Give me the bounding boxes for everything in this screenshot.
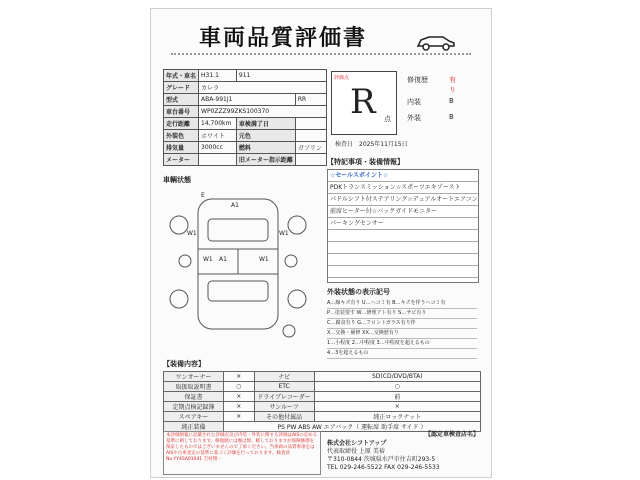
year-label: 年式・車名 bbox=[164, 70, 199, 82]
history-value: 有り bbox=[449, 76, 456, 94]
orig-color-value bbox=[295, 130, 326, 142]
inspection-label: 車検満了日 bbox=[236, 118, 295, 130]
exterior-label: 外装 bbox=[407, 114, 421, 122]
grade-value: カレラ bbox=[199, 82, 327, 94]
exterior-value: B bbox=[449, 113, 454, 121]
date-value: 2025年11月15日 bbox=[359, 141, 408, 148]
diagram-mark: W1 bbox=[187, 230, 197, 237]
equip-value: 前 bbox=[314, 392, 480, 402]
diagram-title: 車輌状態 bbox=[163, 176, 191, 184]
legend-title: 外装状態の表示記号 bbox=[327, 288, 390, 296]
history-row bbox=[407, 75, 456, 94]
equip-label: 取扱取説明書 bbox=[164, 382, 224, 392]
meter-change-value bbox=[295, 154, 326, 166]
equip-label: 保証書 bbox=[164, 392, 224, 402]
title-divider bbox=[171, 53, 471, 55]
tel-fax: TEL 029-246-5522 FAX 029-246-5533 bbox=[327, 464, 440, 471]
meter-change-label: 旧メーター指示距離 bbox=[236, 154, 295, 166]
equip-value: × bbox=[224, 392, 255, 402]
diagram-mark: W1 bbox=[279, 230, 289, 237]
car-icon bbox=[415, 33, 457, 51]
equip-value: SD(CD/DVD/BTA) bbox=[314, 372, 480, 382]
equipment-title: 【装備内容】 bbox=[163, 360, 205, 368]
company-name: 株式会社シフトアップ bbox=[327, 440, 387, 447]
diagram-mark: W1 bbox=[259, 256, 269, 263]
model-label: 型式 bbox=[164, 94, 199, 106]
fuel-label: 燃料 bbox=[236, 142, 295, 154]
drive-value: RR bbox=[295, 94, 326, 106]
equipment-table bbox=[163, 371, 481, 432]
legend-line: A…線キズ有り U…ヘコミ有 B…キズを伴うヘコミ有 bbox=[327, 299, 477, 309]
point-label: 点 bbox=[384, 115, 391, 123]
notes-head: ☆セールスポイント☆ bbox=[328, 170, 478, 182]
notes-line bbox=[328, 230, 478, 242]
name-value: 911 bbox=[236, 70, 326, 82]
std-equip-value: PS PW ABS AW エアバック（ 運転席 助手席 サイド ） bbox=[224, 422, 481, 432]
diagram-mark: W1 bbox=[203, 256, 213, 263]
notes-box bbox=[327, 169, 479, 283]
equip-value: × bbox=[224, 402, 255, 412]
shop-head: 【認定車検査店名】 bbox=[424, 431, 479, 438]
mileage-value: 14,700km bbox=[199, 118, 237, 130]
interior-row bbox=[407, 97, 454, 107]
document-title: 車両品質評価書 bbox=[199, 26, 368, 51]
grade-box-label: 評価点 bbox=[334, 75, 350, 81]
equip-label: 定期点検記録簿 bbox=[164, 402, 224, 412]
exterior-row bbox=[407, 113, 454, 123]
equip-value: 純正ロックナット bbox=[314, 412, 480, 422]
grade-label: グレード bbox=[164, 82, 199, 94]
diagram-mark: A1 bbox=[231, 202, 239, 209]
inspection-value bbox=[295, 118, 326, 130]
orig-color-label: 元色 bbox=[236, 130, 295, 142]
model-value: ABA-991J1 bbox=[199, 94, 296, 106]
legend bbox=[327, 299, 477, 359]
equip-value: × bbox=[314, 402, 480, 412]
ext-color-value: ホワイト bbox=[199, 130, 237, 142]
interior-value: B bbox=[449, 97, 454, 105]
shop-info bbox=[327, 431, 481, 475]
meter-label: メーター bbox=[164, 154, 199, 166]
diagram-mark: A1 bbox=[219, 256, 227, 263]
spec-table bbox=[163, 69, 327, 166]
notes-title: 【特記事項・装備情報】 bbox=[327, 158, 404, 166]
notes-line bbox=[328, 266, 478, 278]
chassis-value: WP0ZZZ99ZKS100370 bbox=[199, 106, 327, 118]
legend-line: 4…3を超えるもの bbox=[327, 349, 477, 359]
inspection-date bbox=[335, 139, 408, 148]
legend-line: P…塗装要す W…修理アト有り S…サビ有り bbox=[327, 309, 477, 319]
disclaimer: 本評価情報に記載された評価点及び内装・外装に関する評価はAISの定める基準に則しております。修復歴には歴は無、軽しておりますが保険修理を保証したものではございませんので了承ください。当車両の品質事項をはAISや古車査定の基準に基づく評価を行っております。検査員No.YY4SA01041 吉村翔一 bbox=[163, 431, 321, 475]
displacement-value: 3000cc bbox=[199, 142, 237, 154]
mileage-label: 走行距離 bbox=[164, 118, 199, 130]
legend-line: C…腐食有り G…フロントガラス有り伴 bbox=[327, 319, 477, 329]
equip-label: その他付属品 bbox=[254, 412, 314, 422]
date-label: 検査日 bbox=[335, 141, 354, 148]
legend-line: 1…小程度 2…中程度 3…中程度を超えるもの bbox=[327, 339, 477, 349]
notes-line bbox=[328, 254, 478, 266]
evaluation-sheet bbox=[150, 8, 492, 478]
evaluation-panel bbox=[327, 69, 483, 151]
notes-line bbox=[328, 242, 478, 254]
legend-line: X…交換・補修 XX…交換歴有り bbox=[327, 329, 477, 339]
chassis-label: 車台番号 bbox=[164, 106, 199, 118]
year-value: H31.1 bbox=[199, 70, 237, 82]
diagram-mark: E bbox=[201, 192, 205, 199]
equip-label: スペアキー bbox=[164, 412, 224, 422]
equip-label: ナビ bbox=[254, 372, 314, 382]
representative: 代表取締役 上原 美裕 bbox=[327, 448, 385, 455]
grade-box bbox=[331, 71, 397, 135]
address: 〒310-0844 茨城県水戸市住吉町293-5 bbox=[327, 456, 436, 463]
equip-label: ワンオーナー bbox=[164, 372, 224, 382]
car-damage-diagram bbox=[163, 189, 313, 339]
equip-value: ○ bbox=[314, 382, 480, 392]
equip-label: ドライブレコーダー bbox=[254, 392, 314, 402]
grade-value: R bbox=[350, 82, 376, 122]
history-label: 修復歴 bbox=[407, 76, 428, 84]
equip-label: サンルーフ bbox=[254, 402, 314, 412]
interior-label: 内装 bbox=[407, 98, 421, 106]
notes-line: 前席ヒーター付☆バックガイドモニター bbox=[328, 206, 478, 218]
notes-line: PDKトランスミッション☆スポーツエキゾースト bbox=[328, 182, 478, 194]
equip-label: ETC bbox=[254, 382, 314, 392]
std-equip-label: 純正装備 bbox=[164, 422, 224, 432]
notes-line: パドルシフト付ステアリング☆デュアルオートエアコン bbox=[328, 194, 478, 206]
fuel-value: ガソリン bbox=[295, 142, 326, 154]
ext-color-label: 外装色 bbox=[164, 130, 199, 142]
meter-value bbox=[199, 154, 237, 166]
equip-value: ○ bbox=[224, 382, 255, 392]
displacement-label: 排気量 bbox=[164, 142, 199, 154]
equip-value: × bbox=[224, 412, 255, 422]
equip-value: × bbox=[224, 372, 255, 382]
notes-line: パーキングセンサー bbox=[328, 218, 478, 230]
